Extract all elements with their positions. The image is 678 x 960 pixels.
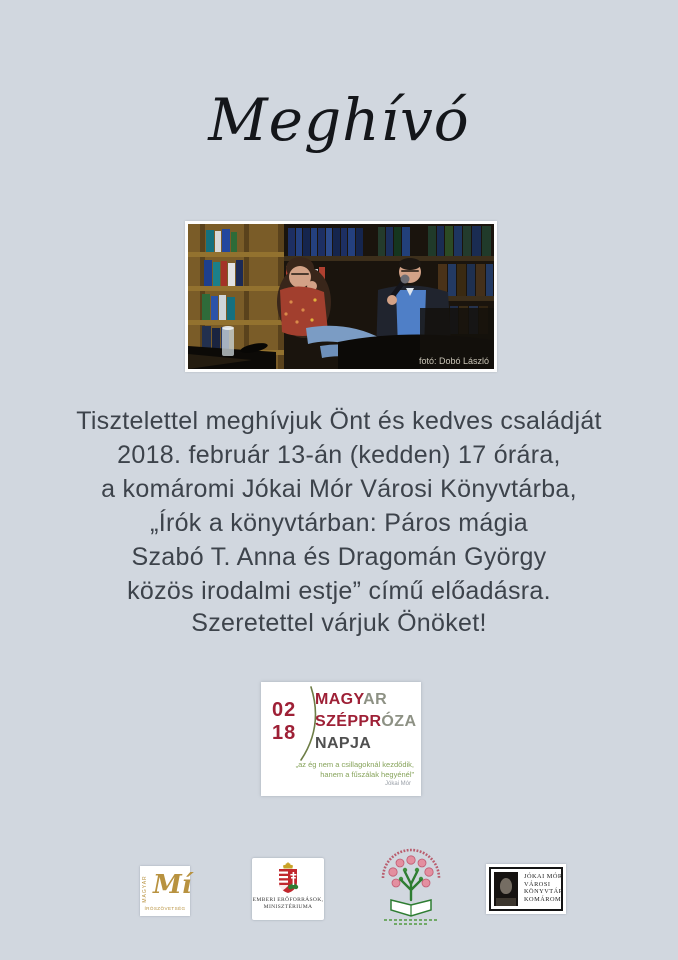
portrait-shoulder-shape [496,898,516,906]
invitation-line-4: „Írók a könyvtárban: Páros mágia [150,509,528,537]
hungarian-coat-of-arms-icon [276,862,300,896]
szepproza-napja-logo [261,682,421,796]
writers-association-monogram: Mí [153,870,192,900]
invitation-text [0,404,678,608]
writers-association-caption: ÍRÓSZÖVETSÉG [144,906,186,911]
portrait-face-shape [500,878,512,894]
invitation-line-3: a komáromi Jókai Mór Városi Könyvtárba, [101,475,577,503]
event-logo-quote-line-1: „az ég nem a csillagoknál kezdődik, [295,760,414,769]
poster-title: Meghívó [208,86,470,154]
event-photo [185,221,497,372]
invitation-line-5: Szabó T. Anna és Dragomán György [131,543,547,571]
event-date-month: 02 [272,699,297,721]
writers-association-logo [140,866,190,916]
photo-credit: fotó: Dobó László [418,356,489,366]
library-scene-illustration [188,224,494,369]
stamp-line-1: JÓKAI MÓR [524,873,563,880]
event-date-day: 18 [272,722,297,744]
writers-association-vertical-label: MAGYAR [142,875,148,903]
library-stamp-logo [486,864,566,914]
stamp-line-4: KOMÁROM [524,895,562,903]
stamp-text [524,873,563,903]
event-logo-line-1: MAGYAR [315,691,388,708]
closing-line: Szeretettel várjuk Önöket! [191,609,487,637]
invitation-line-1: Tisztelettel meghívjuk Önt és kedves családját [76,407,602,435]
stamp-line-2: VÁROSI [524,880,551,888]
tree-book-emblem-icon [370,842,452,926]
event-logo-line-3: NAPJA [315,735,372,752]
ministry-label-line-1: EMBERI ERŐFORRÁSOK, [252,897,324,903]
invitation-line-2: 2018. február 13-án (kedden) 17 órára, [117,441,561,469]
stamp-line-3: KÖNYVTÁR [524,888,564,896]
tree-book-emblem [370,842,452,926]
ministry-logo [252,858,324,920]
invitation-line-6: közös irodalmi estje” című előadásra. [127,577,551,605]
stamp-border [489,867,563,911]
jokai-portrait [494,872,518,906]
event-logo-line-2: SZÉPPRÓZA [315,713,417,730]
event-logo-quote-author: Jókai Mór [384,781,411,787]
ministry-label-line-2: MINISZTÉRIUMA [263,904,313,910]
event-logo-quote-line-2: hanem a fűszálak hegyénél” [320,770,414,779]
